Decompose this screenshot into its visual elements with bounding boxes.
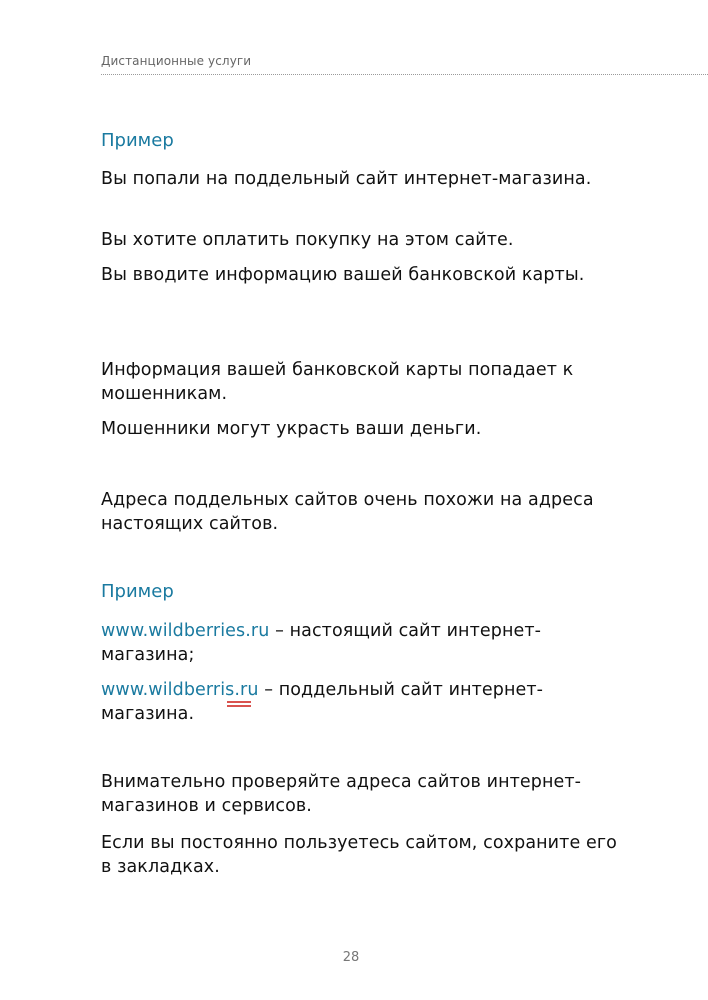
paragraph-payment: Вы хотите оплатить покупку на этом сайте. bbox=[101, 230, 514, 250]
marker-line-top bbox=[227, 701, 251, 703]
missing-letter-marker bbox=[227, 701, 251, 706]
marker-line-bottom bbox=[227, 705, 251, 707]
page-number: 28 bbox=[342, 950, 360, 965]
paragraph-similar-addresses: Адреса поддельных сайтов очень похожи на адреса настоящих сайтов. bbox=[101, 490, 594, 534]
paragraph-steal-money: Мошенники могут украсть ваши деньги. bbox=[101, 419, 482, 439]
header-divider bbox=[101, 74, 708, 75]
paragraph-real-site bbox=[101, 619, 621, 667]
paragraph-check-addresses: Внимательно проверяйте адреса сайтов интернет-магазинов и сервисов. bbox=[101, 772, 582, 816]
fake-site-url[interactable]: www.wildberris.ru bbox=[101, 680, 259, 700]
paragraph-card-to-fraudsters: Информация вашей банковской карты попадает к мошенникам. bbox=[101, 360, 574, 404]
real-site-url[interactable]: www.wildberries.ru bbox=[101, 621, 270, 641]
paragraph-bookmarks: Если вы постоянно пользуетесь сайтом, сохраните его в закладках. bbox=[101, 833, 617, 877]
real-site-description: – настоящий сайт интернет-магазина; bbox=[101, 621, 542, 665]
fake-site-description: – поддельный сайт интернет-магазина. bbox=[101, 680, 544, 724]
example-heading-1: Пример bbox=[101, 130, 174, 151]
paragraph-card-info: Вы вводите информацию вашей банковской карты. bbox=[101, 265, 585, 285]
example-heading-2: Пример bbox=[101, 581, 174, 602]
header-title: Дистанционные услуги bbox=[101, 54, 252, 68]
paragraph-fake-site: Вы попали на поддельный сайт интернет-магазина. bbox=[101, 169, 592, 189]
paragraph-fake-site-example bbox=[101, 678, 621, 726]
